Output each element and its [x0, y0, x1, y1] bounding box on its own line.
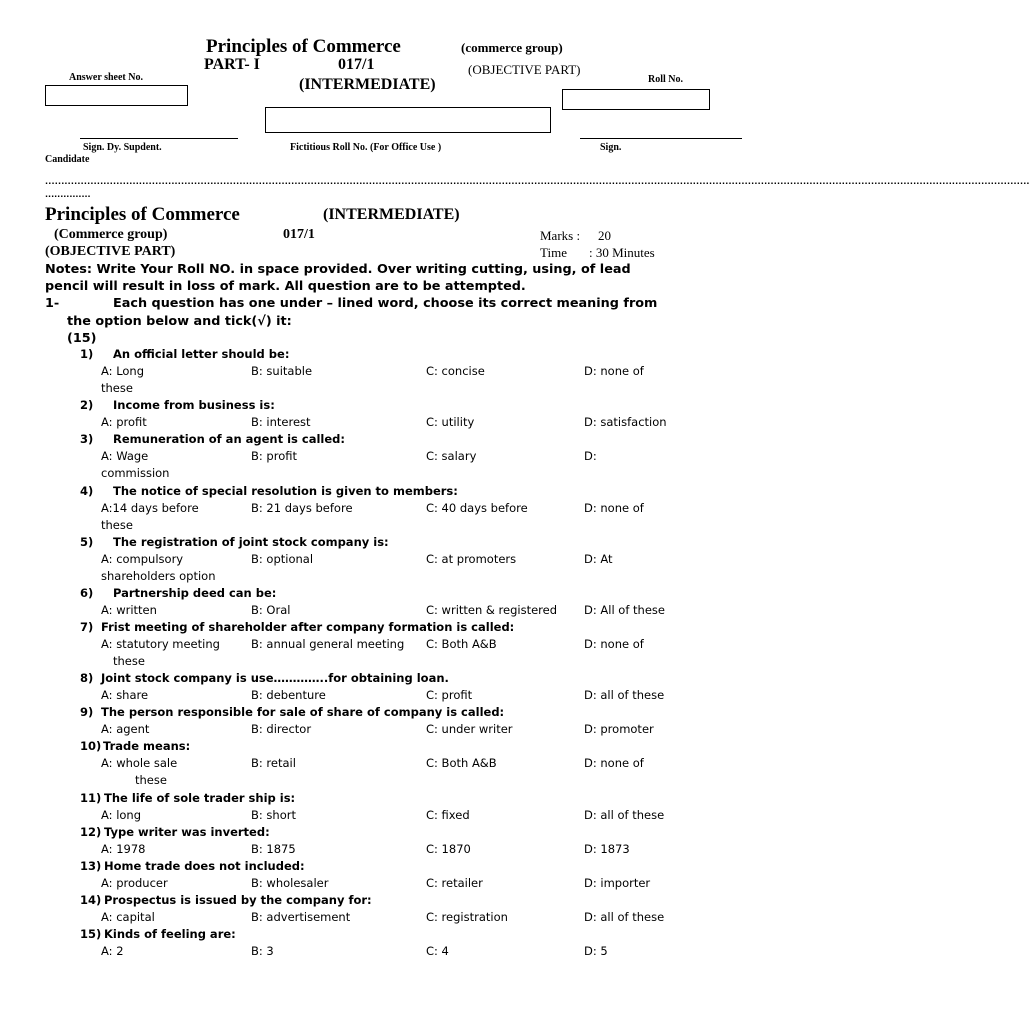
question-text: Frist meeting of shareholder after company formation is called: — [101, 620, 515, 634]
option-b[interactable]: B: 21 days before — [251, 501, 353, 515]
option-b[interactable]: B: Oral — [251, 603, 291, 617]
question-number: 3) — [80, 432, 94, 446]
cut-separator: ................................................................................................................................................................................................................................................................................................................ — [45, 177, 1030, 186]
option-a[interactable]: A: producer — [101, 876, 168, 890]
option-b[interactable]: B: profit — [251, 449, 297, 463]
option-d[interactable]: D: promoter — [584, 722, 654, 736]
option-b[interactable]: B: 1875 — [251, 842, 296, 856]
option-a[interactable]: A:14 days before — [101, 501, 199, 515]
question-number: 10) — [80, 739, 102, 753]
option-d[interactable]: D: All of these — [584, 603, 665, 617]
header-level: (INTERMEDIATE) — [299, 76, 436, 93]
question-text: Joint stock company is use…………..for obtaining loan. — [101, 671, 449, 685]
question-text: Remuneration of an agent is called: — [113, 432, 345, 446]
option-d[interactable]: D: none of — [584, 501, 644, 515]
sign-candidate-line — [580, 138, 742, 139]
option-a[interactable]: A: Wage — [101, 449, 149, 463]
option-d[interactable]: D: importer — [584, 876, 651, 890]
option-d[interactable]: D: none of — [584, 756, 644, 770]
option-b[interactable]: B: 3 — [251, 944, 274, 958]
question-number: 14) — [80, 893, 102, 907]
question-number: 4) — [80, 484, 94, 498]
question-text: Prospectus is issued by the company for: — [104, 893, 372, 907]
option-wrap: these — [101, 381, 133, 395]
option-c[interactable]: C: 40 days before — [426, 501, 528, 515]
sign-supdt-line — [80, 138, 238, 139]
option-d[interactable]: D: 5 — [584, 944, 608, 958]
option-b[interactable]: B: director — [251, 722, 312, 736]
roll-no-input[interactable] — [562, 89, 710, 110]
option-a[interactable]: A: statutory meeting — [101, 637, 220, 651]
notes-line-2: pencil will result in loss of mark. All question are to be attempted. — [45, 279, 526, 294]
question-number: 8) — [80, 671, 94, 685]
answer-sheet-label: Answer sheet No. — [69, 72, 143, 83]
option-wrap: these — [113, 654, 145, 668]
option-b[interactable]: B: optional — [251, 552, 314, 566]
section-level: (INTERMEDIATE) — [323, 206, 460, 223]
fictitious-roll-input[interactable] — [265, 107, 551, 133]
option-d[interactable]: D: all of these — [584, 808, 665, 822]
time-value: : 30 Minutes — [589, 245, 655, 260]
roll-no-label: Roll No. — [648, 74, 683, 85]
option-c[interactable]: C: at promoters — [426, 552, 517, 566]
candidate-label: Candidate — [45, 154, 90, 165]
option-b[interactable]: B: interest — [251, 415, 311, 429]
option-d[interactable]: D: 1873 — [584, 842, 630, 856]
section-group: (Commerce group) — [54, 227, 168, 242]
question-text: Type writer was inverted: — [104, 825, 270, 839]
instruction-number: 1- — [45, 296, 60, 311]
option-c[interactable]: C: registration — [426, 910, 508, 924]
header-code: 017/1 — [338, 56, 375, 73]
notes-line-1: Notes: Write Your Roll NO. in space provided. Over writing cutting, using, of lead — [45, 262, 631, 277]
option-d[interactable]: D: — [584, 449, 597, 463]
option-a[interactable]: A: capital — [101, 910, 155, 924]
option-a[interactable]: A: profit — [101, 415, 147, 429]
option-d[interactable]: D: At — [584, 552, 613, 566]
option-b[interactable]: B: wholesaler — [251, 876, 329, 890]
header-objective: (OBJECTIVE PART) — [468, 62, 581, 77]
sign-label: Sign. — [600, 142, 622, 153]
question-number: 9) — [80, 705, 94, 719]
option-a[interactable]: A: Long — [101, 364, 145, 378]
option-a[interactable]: A: compulsory — [101, 552, 184, 566]
section-objective: (OBJECTIVE PART) — [45, 244, 176, 259]
fictitious-label: Fictitious Roll No. (For Office Use ) — [290, 142, 442, 153]
question-number: 13) — [80, 859, 102, 873]
option-c[interactable]: C: Both A&B — [426, 756, 497, 770]
option-a[interactable]: A: 1978 — [101, 842, 146, 856]
option-d[interactable]: D: all of these — [584, 688, 665, 702]
option-a[interactable]: A: agent — [101, 722, 150, 736]
section-title: Principles of Commerce — [45, 204, 240, 225]
option-c[interactable]: C: written & registered — [426, 603, 558, 617]
option-c[interactable]: C: Both A&B — [426, 637, 497, 651]
option-d[interactable]: D: none of — [584, 637, 644, 651]
option-a[interactable]: A: whole sale — [101, 756, 178, 770]
question-text: Trade means: — [103, 739, 191, 753]
option-c[interactable]: C: salary — [426, 449, 477, 463]
option-c[interactable]: C: 1870 — [426, 842, 471, 856]
time-label: Time — [540, 245, 567, 260]
header-group: (commerce group) — [461, 40, 563, 55]
option-c[interactable]: C: retailer — [426, 876, 483, 890]
option-d[interactable]: D: satisfaction — [584, 415, 667, 429]
option-c[interactable]: C: under writer — [426, 722, 513, 736]
cut-separator-tail: ............... — [45, 190, 91, 199]
option-b[interactable]: B: debenture — [251, 688, 326, 702]
question-number: 12) — [80, 825, 102, 839]
question-number: 5) — [80, 535, 94, 549]
question-number: 2) — [80, 398, 94, 412]
option-a[interactable]: A: written — [101, 603, 157, 617]
question-text: The notice of special resolution is given to members: — [113, 484, 458, 498]
question-text: Partnership deed can be: — [113, 586, 277, 600]
option-wrap: these — [135, 773, 167, 787]
question-text: The registration of joint stock company is: — [113, 535, 389, 549]
question-text: An official letter should be: — [113, 347, 290, 361]
question-number: 1) — [80, 347, 94, 361]
option-wrap: shareholders option — [101, 569, 216, 583]
instruction-line-1: Each question has one under – lined word, choose its correct meaning from — [113, 296, 658, 311]
option-c[interactable]: C: 4 — [426, 944, 449, 958]
question-text: Kinds of feeling are: — [104, 927, 236, 941]
option-a[interactable]: A: 2 — [101, 944, 124, 958]
option-b[interactable]: B: short — [251, 808, 296, 822]
question-text: Home trade does not included: — [104, 859, 305, 873]
option-d[interactable]: D: none of — [584, 364, 644, 378]
option-c[interactable]: C: concise — [426, 364, 485, 378]
section-code: 017/1 — [283, 227, 315, 242]
marks-label: Marks : — [540, 228, 581, 243]
sign-supdt-label: Sign. Dy. Supdent. — [83, 142, 162, 153]
option-b[interactable]: B: retail — [251, 756, 296, 770]
question-number: 15) — [80, 927, 102, 941]
option-c[interactable]: C: fixed — [426, 808, 470, 822]
header-title: Principles of Commerce — [206, 36, 401, 57]
question-text: The person responsible for sale of share of company is called: — [101, 705, 505, 719]
option-d[interactable]: D: all of these — [584, 910, 665, 924]
option-c[interactable]: C: utility — [426, 415, 475, 429]
question-number: 6) — [80, 586, 94, 600]
answer-sheet-input[interactable] — [45, 85, 188, 106]
question-number: 11) — [80, 791, 102, 805]
marks-value: 20 — [598, 228, 611, 243]
instruction-line-2: the option below and tick(√) it: — [67, 314, 292, 329]
option-c[interactable]: C: profit — [426, 688, 473, 702]
option-a[interactable]: A: share — [101, 688, 149, 702]
option-a[interactable]: A: long — [101, 808, 142, 822]
option-b[interactable]: B: suitable — [251, 364, 313, 378]
option-b[interactable]: B: annual general meeting — [251, 637, 405, 651]
question-number: 7) — [80, 620, 94, 634]
instruction-marks: (15) — [67, 331, 97, 346]
question-text: Income from business is: — [113, 398, 275, 412]
option-wrap: these — [101, 518, 133, 532]
option-wrap: commission — [101, 466, 170, 480]
question-text: The life of sole trader ship is: — [104, 791, 296, 805]
header-part: PART- I — [204, 56, 260, 73]
option-b[interactable]: B: advertisement — [251, 910, 351, 924]
